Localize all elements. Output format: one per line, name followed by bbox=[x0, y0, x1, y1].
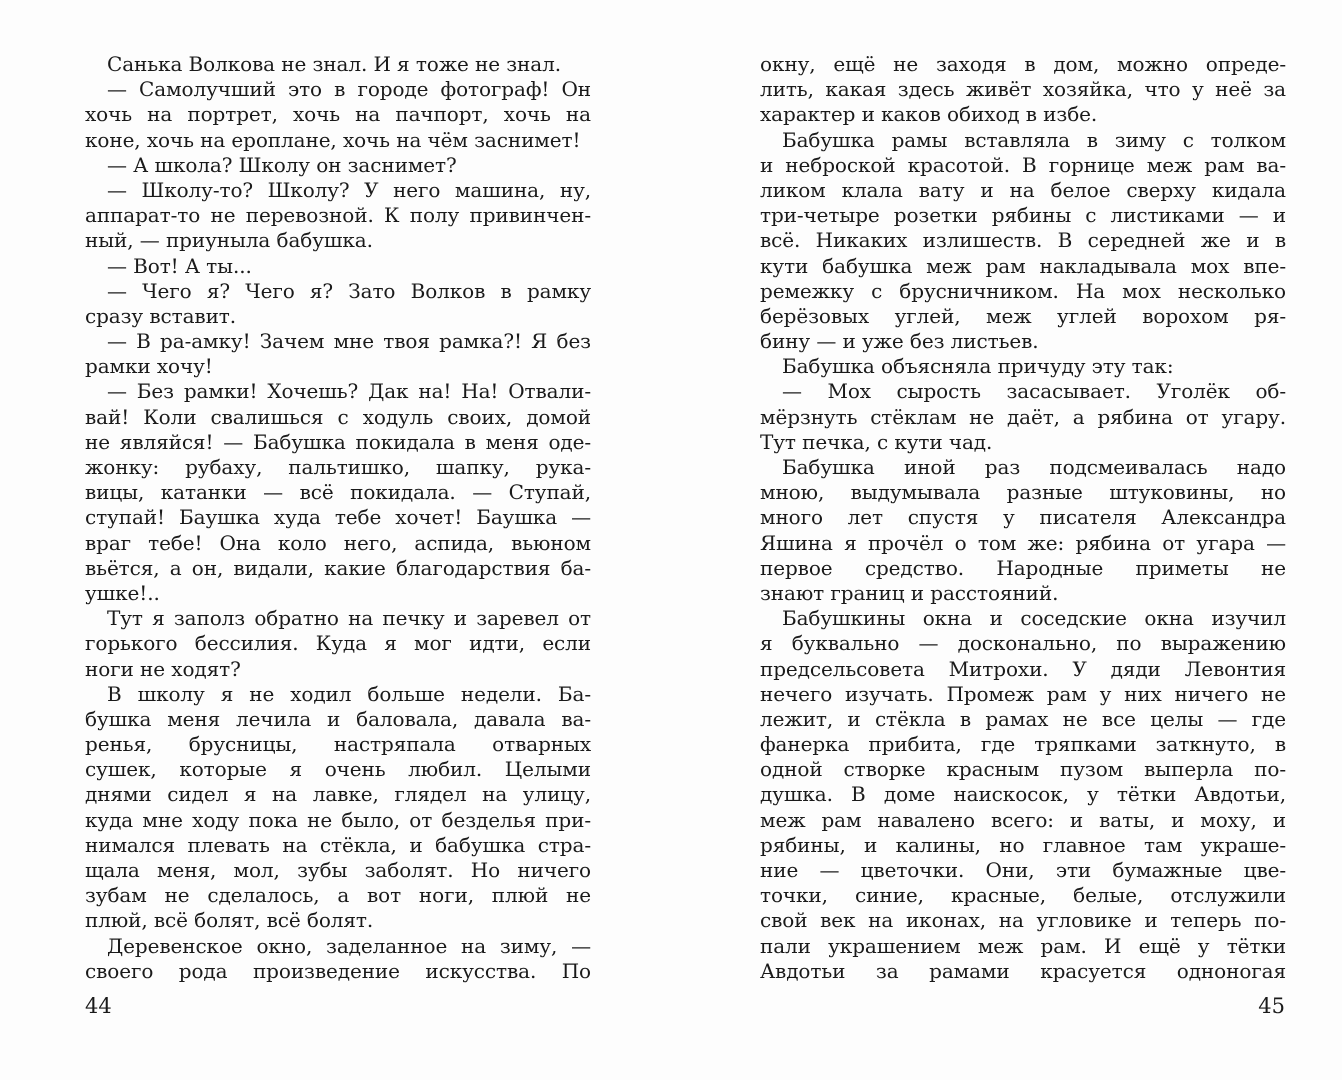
text-line: Авдотьи за рамами красуется одноногая bbox=[760, 958, 1286, 983]
text-line: Санька Волкова не знал. И я тоже не знал. bbox=[107, 52, 561, 76]
text-line: Бабушка иной раз подсмеивалась надо bbox=[782, 455, 1286, 479]
text-line: Бабушка объясняла причуду эту так: bbox=[782, 354, 1174, 379]
text-line: — Мох сырость засасывает. Уголёк об- bbox=[782, 379, 1286, 404]
left-page-text bbox=[85, 52, 591, 984]
text-line: днями сидел я на лавке, глядел на улицу, bbox=[85, 782, 591, 807]
text-line: В школу я не ходил больше недели. Ба- bbox=[107, 681, 591, 706]
text-line: рябины, и калины, но главное там украше- bbox=[760, 832, 1286, 857]
text-line: Яшина я прочёл о том же: рябина от угара — bbox=[760, 530, 1286, 555]
text-line: жонку: рубаху, пальтишко, шапку, рука- bbox=[85, 455, 591, 479]
text-line: нечего изучать. Промеж рам у них ничего не bbox=[760, 681, 1286, 706]
text-line: — Без рамки! Хочешь? Дак на! На! Отвали- bbox=[107, 379, 591, 404]
text-line: Тут печка, с кути чад. bbox=[760, 429, 993, 454]
text-line: сразу вставит. bbox=[85, 303, 237, 328]
text-line: не являйся! — Бабушка покидала в меня оде- bbox=[85, 429, 591, 454]
text-line: рамки хочу! bbox=[85, 354, 213, 379]
text-line: лить, какая здесь живёт хозяйка, что у неё за bbox=[760, 77, 1286, 102]
text-line: Бабушкины окна и соседские окна изучил bbox=[782, 606, 1286, 631]
left-page-number: 44 bbox=[85, 994, 112, 1018]
text-line: ноги не ходят? bbox=[85, 656, 241, 681]
text-line: всё. Никаких излишеств. В середней же и в bbox=[760, 228, 1286, 253]
text-line: фанерка прибита, где тряпками заткнуто, в bbox=[760, 732, 1286, 757]
text-line: лежит, и стёкла в рамах не все целы — где bbox=[760, 706, 1286, 731]
text-line: плюй, всё болят, всё болят. bbox=[85, 908, 374, 933]
text-line: я буквально — досконально, по выражению bbox=[760, 631, 1286, 656]
text-line: сушек, которые я очень любил. Целыми bbox=[85, 757, 591, 782]
text-line: куда мне ходу пока не было, от безделья при- bbox=[85, 807, 591, 832]
text-line: мёрзнуть стёклам не даёт, а рябина от угару. bbox=[760, 404, 1286, 429]
text-line: своего рода произведение искусства. По bbox=[85, 958, 591, 983]
text-line: вицы, катанки — всё покидала. — Ступай, bbox=[85, 480, 591, 505]
text-line: — Самолучший это в городе фотограф! Он bbox=[107, 77, 591, 102]
text-line: бушка меня лечила и баловала, давала ва- bbox=[85, 706, 591, 731]
text-line: душка. В доме наискосок, у тётки Авдотьи, bbox=[760, 782, 1286, 807]
text-line: ликом клала вату и на белое сверху кидала bbox=[760, 177, 1286, 202]
text-line: ступай! Баушка худа тебе хочет! Баушка — bbox=[85, 505, 591, 530]
text-line: — Вот! А ты... bbox=[107, 253, 252, 278]
text-line: свой век на иконах, на угловике и теперь по- bbox=[760, 908, 1286, 933]
right-page-number: 45 bbox=[1258, 994, 1285, 1018]
text-line: вьётся, а он, видали, какие благодарствия ба- bbox=[85, 555, 591, 580]
text-line: кути бабушка меж рам накладывала мох впе- bbox=[760, 253, 1286, 278]
text-line: и неброской красотой. В горнице меж рам ва- bbox=[760, 152, 1286, 177]
text-line: ушке!.. bbox=[85, 580, 160, 605]
text-line: щала меня, мол, зубы заболят. Но ничего bbox=[85, 858, 591, 882]
text-line: берёзовых углей, меж углей ворохом ря- bbox=[760, 303, 1286, 328]
right-page-text bbox=[760, 52, 1286, 984]
text-line: — В ра-амку! Зачем мне твоя рамка?! Я без bbox=[107, 329, 591, 354]
text-line: ремежку с брусничником. На мох несколько bbox=[760, 278, 1286, 303]
text-line: — А школа? Школу он заснимет? bbox=[107, 152, 457, 177]
text-line: мною, выдумывала разные штуковины, но bbox=[760, 480, 1286, 505]
text-line: много лет спустя у писателя Александра bbox=[760, 505, 1286, 530]
text-line: меж рам навалено всего: и ваты, и моху, и bbox=[760, 807, 1286, 832]
text-line: Деревенское окно, заделанное на зиму, — bbox=[107, 933, 591, 958]
text-line: — Школу-то? Школу? У него машина, ну, bbox=[107, 177, 591, 202]
text-line: Бабушка рамы вставляла в зиму с толком bbox=[782, 127, 1286, 152]
text-line: пали украшением меж рам. И ещё у тётки bbox=[760, 933, 1286, 958]
text-line: хочь на портрет, хочь на пачпорт, хочь на bbox=[85, 102, 591, 127]
text-line: первое средство. Народные приметы не bbox=[760, 555, 1286, 580]
text-line: три-четыре розетки рябины с листиками — и bbox=[760, 203, 1286, 228]
text-line: ренья, брусницы, настряпала отварных bbox=[85, 732, 591, 757]
text-line: характер и каков обиход в избе. bbox=[760, 102, 1098, 127]
text-line: коне, хочь на ероплане, хочь на чём заснимет! bbox=[85, 127, 581, 152]
text-line: зубам не сделалось, а вот ноги, плюй не bbox=[85, 883, 591, 908]
text-line: ный, — приуныла бабушка. bbox=[85, 228, 373, 253]
text-line: горького бессилия. Куда я мог идти, если bbox=[85, 631, 591, 656]
text-line: нимался плевать на стёкла, и бабушка стра- bbox=[85, 832, 591, 857]
text-line: враг тебе! Она коло него, аспида, вьюном bbox=[85, 530, 591, 555]
text-line: аппарат-то не перевозной. К полу привинчен- bbox=[85, 203, 591, 228]
text-line: — Чего я? Чего я? Зато Волков в рамку bbox=[107, 278, 591, 303]
text-line: окну, ещё не заходя в дом, можно опреде- bbox=[760, 52, 1286, 76]
text-line: Тут я заполз обратно на печку и заревел от bbox=[107, 606, 591, 631]
text-line: знают границ и расстояний. bbox=[760, 580, 1059, 605]
text-line: предсельсовета Митрохи. У дяди Левонтия bbox=[760, 656, 1286, 681]
text-line: ние — цветочки. Они, эти бумажные цве- bbox=[760, 858, 1286, 882]
text-line: бину — и уже без листьев. bbox=[760, 329, 1039, 354]
text-line: одной створке красным пузом выперла по- bbox=[760, 757, 1286, 782]
text-line: вай! Коли свалишься с ходуль своих, домой bbox=[85, 404, 591, 429]
text-line: точки, синие, красные, белые, отслужили bbox=[760, 883, 1286, 908]
